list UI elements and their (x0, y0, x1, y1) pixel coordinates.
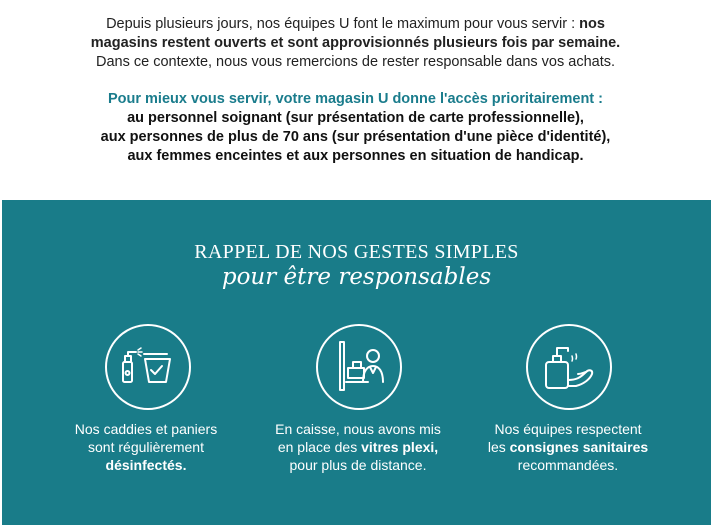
hand-sanitizer-icon (526, 324, 612, 410)
caption-line: les (487, 439, 510, 455)
intro-section (0, 0, 711, 200)
gesture-caption-equipes (458, 420, 678, 474)
gesture-caption-caddies (36, 420, 256, 474)
intro-line3: Dans ce contexte, nous vous remercions de rester responsable dans vos achats. (95, 54, 616, 70)
caption-bold: vitres plexi, (361, 439, 439, 455)
caption-line: pour plus de distance. (289, 457, 427, 473)
intro-line1: Depuis plusieurs jours, nos équipes U font le maximum pour vous servir : (106, 16, 580, 32)
cashier-plexi-icon (316, 324, 402, 410)
priority-item: au personnel soignant (sur présentation de carte professionnelle), (127, 110, 584, 126)
intro-line1-bold: nos (579, 16, 605, 32)
caption-line: sont régulièrement (88, 439, 204, 455)
caption-line: en place des (277, 439, 362, 455)
gestures-subtitle: pour être responsables (221, 264, 492, 290)
caption-bold: consignes sanitaires (509, 439, 649, 455)
gestures-band (2, 200, 711, 525)
priority-item: aux femmes enceintes et aux personnes en situation de handicap. (127, 148, 584, 164)
caption-bold: désinfectés. (105, 457, 187, 473)
caption-line: En caisse, nous avons mis (275, 421, 441, 437)
intro-line2-bold: magasins restent ouverts et sont approvisionnés plusieurs fois par semaine. (90, 35, 621, 51)
caption-line: Nos caddies et paniers (74, 421, 218, 437)
intro-paragraph (0, 15, 711, 72)
gesture-caption-caisse (248, 420, 468, 474)
caption-line: recommandées. (517, 457, 619, 473)
priority-heading: Pour mieux vous servir, votre magasin U donne l'accès prioritairement : (107, 91, 603, 107)
caption-line: Nos équipes respectent (494, 421, 642, 437)
priority-item: aux personnes de plus de 70 ans (sur présentation d'une pièce d'identité), (100, 129, 611, 145)
disinfect-basket-icon (105, 324, 191, 410)
gestures-title: RAPPEL DE NOS GESTES SIMPLES (194, 241, 519, 263)
priority-paragraph (0, 90, 711, 166)
